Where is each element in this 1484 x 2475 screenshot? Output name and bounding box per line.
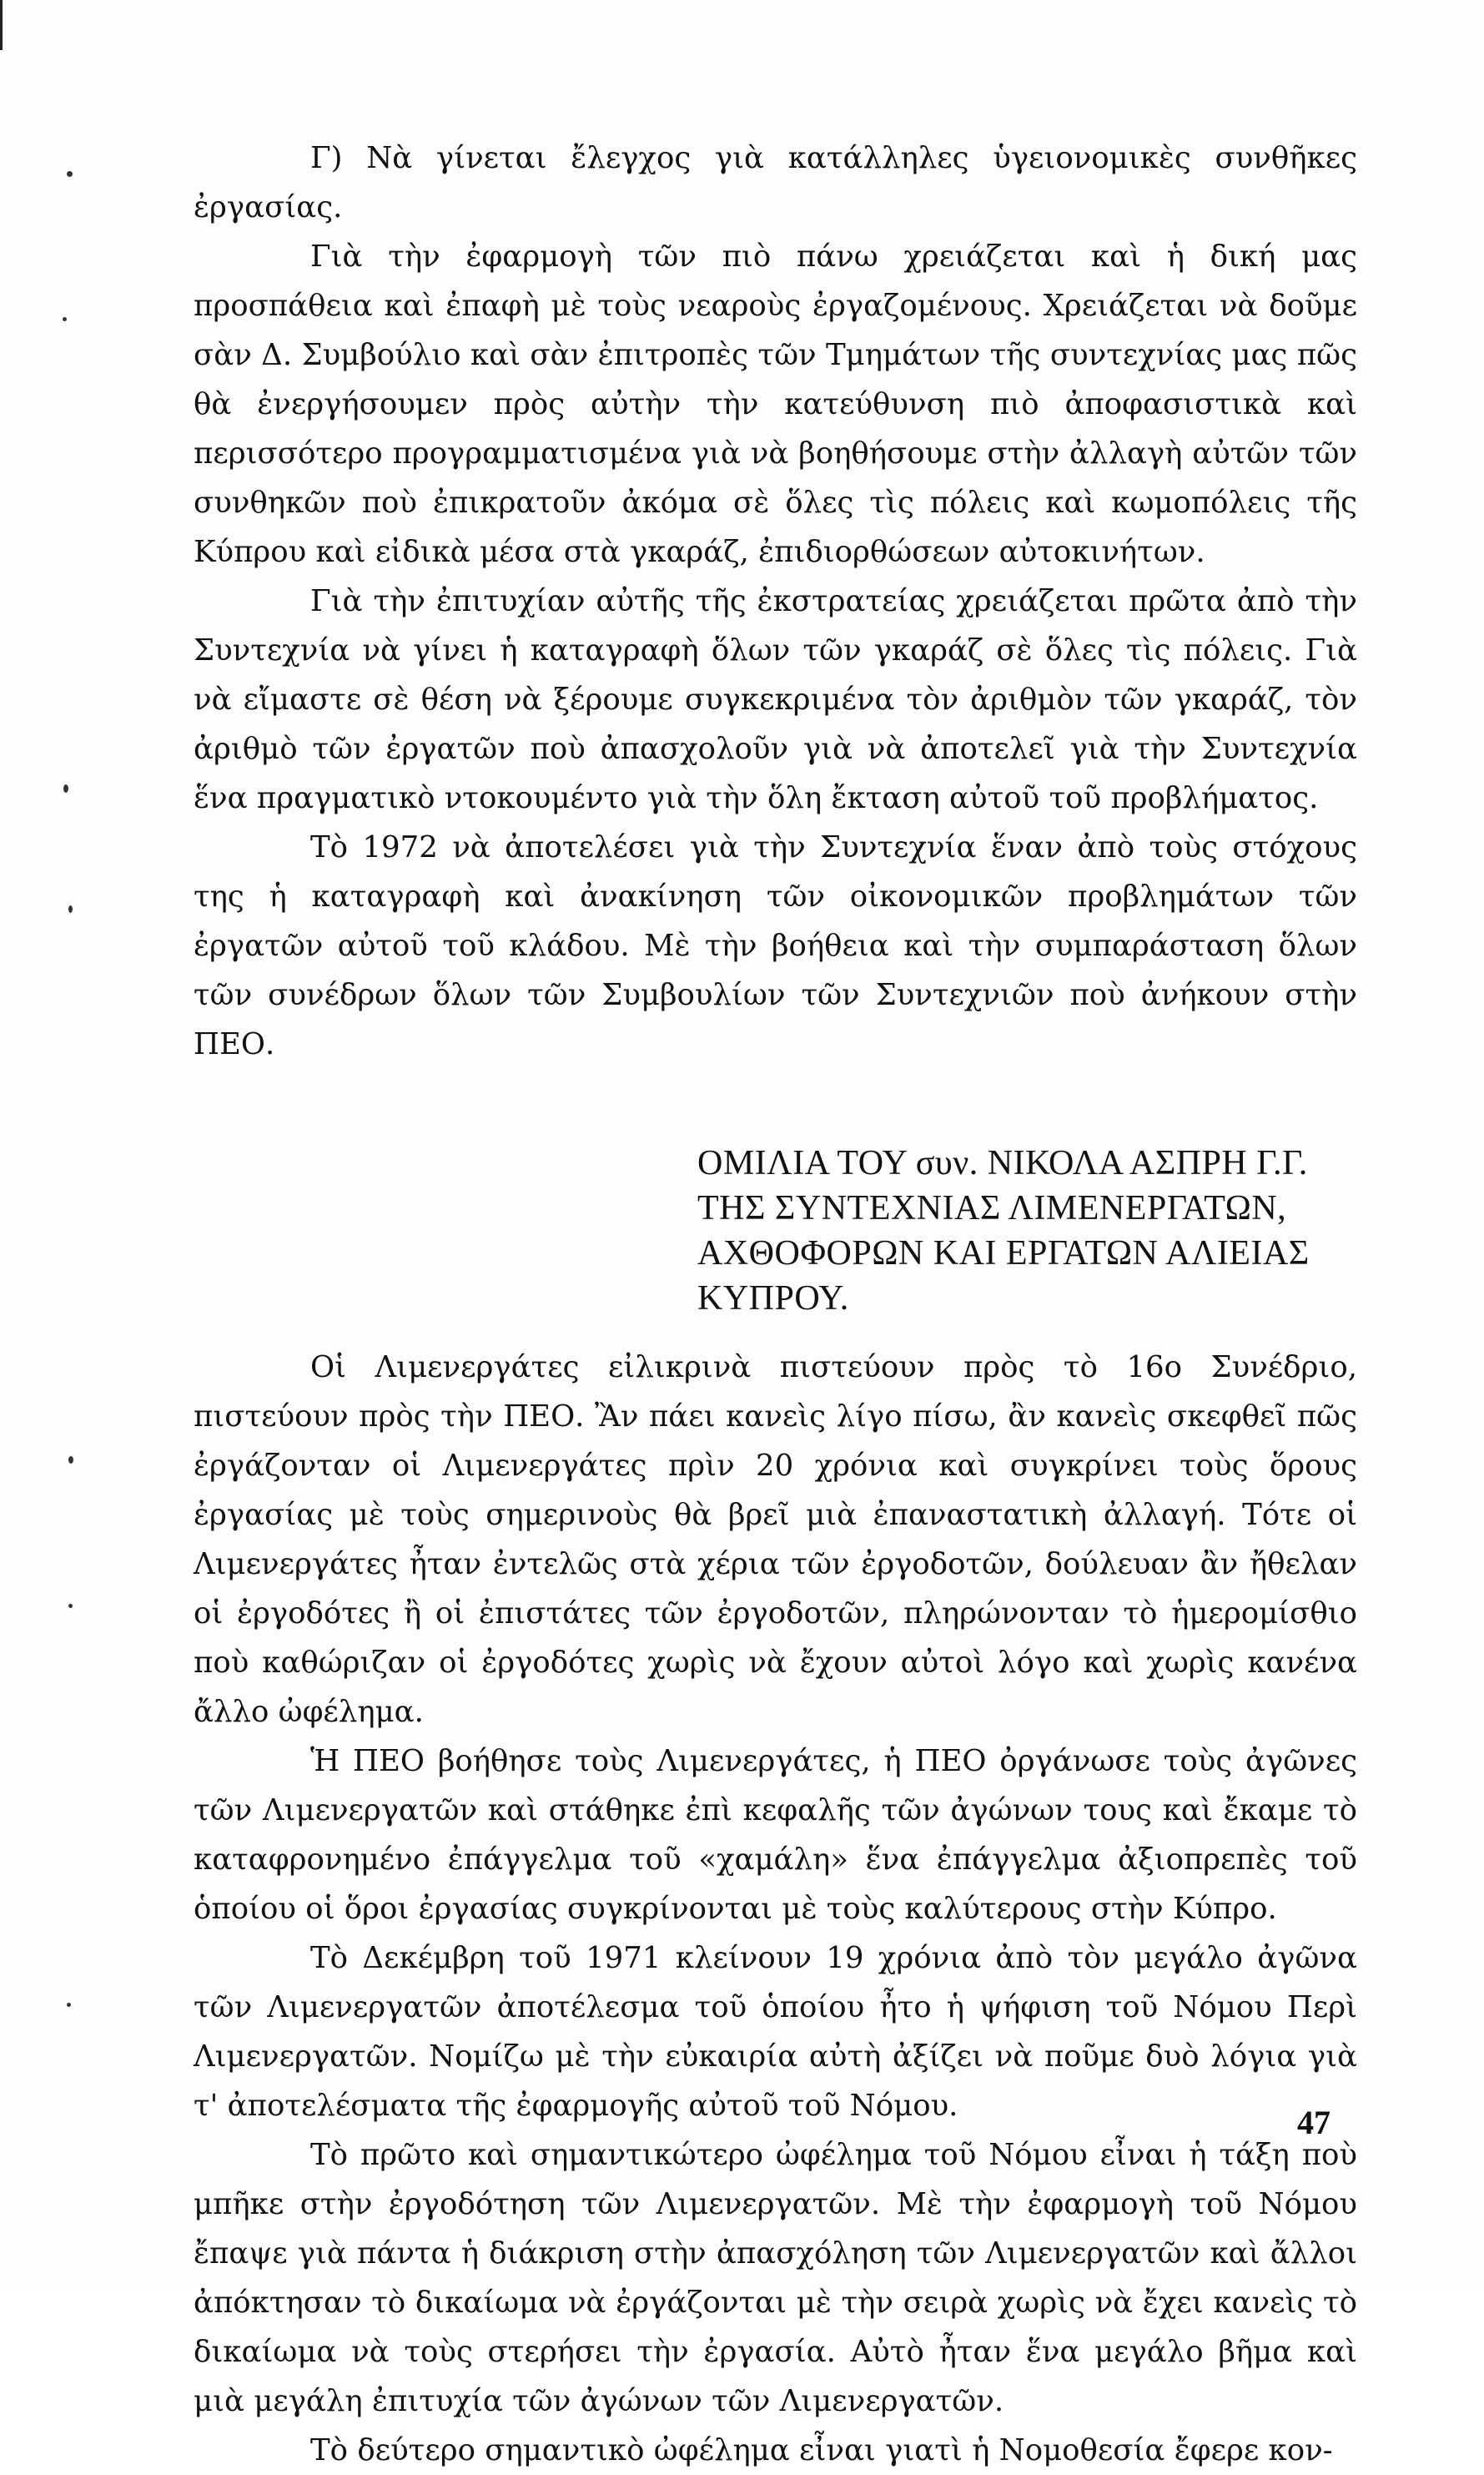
speech-heading: ΟΜΙΛΙΑ ΤΟΥ συν. ΝΙΚΟΛΑ ΑΣΠΡΗ Γ.Γ. ΤΗΣ ΣΥΝΤΕΧΝΙΑΣ ΛΙΜΕΝΕΡΓΑΤΩΝ, ΑΧΘΟΦΟΡΩΝ ΚΑΙ ΕΡΓΑΤΩΝ ΑΛΙΕΙΑΣ ΚΥΠΡΟΥ. (697, 1144, 1310, 1318)
paragraph: Τὸ δεύτερο σημαντικὸ ὠφέλημα εἶναι γιατὶ ἡ Νομοθεσία ἔφερε κον- (310, 2433, 1333, 2467)
paragraph: Τὸ 1972 νὰ ἀποτελέσει γιὰ τὴν Συντεχνία ἕναν ἀπὸ τοὺς στόχους της ἡ καταγραφὴ καὶ ἀνακίνηση τῶν οἰκονομικῶν προβλημάτων τῶν ἐργατῶν αὐτοῦ τοῦ κλάδου. Μὲ τὴν βοήθεια καὶ τὴν συμπαράσταση ὅλων τῶν συνέδρων ὅλων τῶν Συμβουλίων τῶν Συντεχνιῶν ποὺ ἀνήκουν στὴν ΠΕΟ. (194, 830, 1357, 1061)
document-body (194, 134, 1357, 2475)
scan-edge-mark (0, 0, 3, 50)
page-number: 47 (1297, 2104, 1331, 2141)
paragraph: Οἱ Λιμενεργάτες εἰλικρινὰ πιστεύουν πρὸς τὸ 16ο Συνέδριο, πιστεύουν πρὸς τὴν ΠΕΟ. Ἂν πάει κανεὶς λίγο πίσω, ἂν κανεὶς σκεφθεῖ πῶς ἐργάζονταν οἱ Λιμενεργάτες πρὶν 20 χρόνια καὶ συγκρίνει τοὺς ὅρους ἐργασίας μὲ τοὺς σημερινοὺς θὰ βρεῖ μιὰ ἐπαναστατικὴ ἀλλαγή. Τότε οἱ Λιμενεργάτες ἦταν ἐντελῶς στὰ χέρια τῶν ἐργοδοτῶν, δούλευαν ἂν ἤθελαν οἱ ἐργοδότες ἢ οἱ ἐπιστάτες τῶν ἐργοδοτῶν, πληρώνονταν τὸ ἡμερομίσθιο ποὺ καθώριζαν οἱ ἐργοδότες χωρὶς νὰ ἔχουν αὐτοὶ λόγο καὶ χωρὶς κανένα ἄλλο ὠφέλημα. (194, 1350, 1357, 1729)
scan-speck (68, 1604, 73, 1608)
scan-speck (67, 171, 73, 177)
scan-speck (63, 317, 67, 321)
paragraph: Τὸ πρῶτο καὶ σημαντικώτερο ὠφέλημα τοῦ Νόμου εἶναι ἡ τάξη ποὺ μπῆκε στὴν ἐργοδότηση τῶν Λιμενεργατῶν. Μὲ τὴν ἐφαρμογὴ τοῦ Νόμου ἔπαψε γιὰ πάντα ἡ διάκριση στὴν ἀπασχόληση τῶν Λιμενεργατῶν καὶ ἄλλοι ἀπόκτησαν τὸ δικαίωμα νὰ ἐργάζονται μὲ τὴν σειρὰ χωρὶς νὰ ἔχει κανεὶς τὸ δικαίωμα νὰ τοὺς στερήσει τὴν ἐργασία. Αὐτὸ ἦταν ἕνα μεγάλο βῆμα καὶ μιὰ μεγάλη ἐπιτυχία τῶν ἀγώνων τῶν Λιμενεργατῶν. (194, 2138, 1357, 2418)
paragraph: Γ) Νὰ γίνεται ἔλεγχος γιὰ κατάλληλες ὑγειονομικὲς συνθῆκες ἐργασίας. (194, 141, 1357, 224)
scan-speck (68, 905, 73, 913)
scan-speck (68, 1456, 73, 1464)
paragraph: Γιὰ τὴν ἐπιτυχίαν αὐτῆς τῆς ἐκστρατείας χρειάζεται πρῶτα ἀπὸ τὴν Συντεχνία νὰ γίνει ἡ καταγραφὴ ὅλων τῶν γκαράζ σὲ ὅλες τὶς πόλεις. Γιὰ νὰ εἴμαστε σὲ θέση νὰ ξέρουμε συγκεκριμένα τὸν ἀριθμὸν τῶν γκαράζ, τὸν ἀριθμὸ τῶν ἐργατῶν ποὺ ἀπασχολοῦν γιὰ νὰ ἀποτελεῖ γιὰ τὴν Συντεχνία ἕνα πραγματικὸ ντοκουμέντο γιὰ τὴν ὅλη ἔκταση αὐτοῦ τοῦ προβλήματος. (194, 584, 1357, 815)
scan-speck (67, 2003, 71, 2007)
scan-speck (63, 784, 68, 793)
paragraph: Γιὰ τὴν ἐφαρμογὴ τῶν πιὸ πάνω χρειάζεται καὶ ἡ δική μας προσπάθεια καὶ ἐπαφὴ μὲ τοὺς νεαροὺς ἐργαζομένους. Χρειάζεται νὰ δοῦμε σὰν Δ. Συμβούλιο καὶ σὰν ἐπιτροπὲς τῶν Τμημάτων τῆς συντεχνίας μας πῶς θὰ ἐνεργήσουμεν πρὸς αὐτὴν τὴν κατεύθυνση πιὸ ἀποφασιστικὰ καὶ περισσότερο προγραμματισμένα γιὰ νὰ βοηθήσουμε στὴν ἀλλαγὴ αὐτῶν τῶν συνθηκῶν ποὺ ἐπικρατοῦν ἀκόμα σὲ ὅλες τὶς πόλεις καὶ κωμοπόλεις τῆς Κύπρου καὶ εἰδικὰ μέσα στὰ γκαράζ, ἐπιδιορθώσεων αὐτοκινήτων. (194, 239, 1357, 569)
paragraph: Τὸ Δεκέμβρη τοῦ 1971 κλείνουν 19 χρόνια ἀπὸ τὸν μεγάλο ἀγῶνα τῶν Λιμενεργατῶν ἀποτέλεσμα τοῦ ὁποίου ἦτο ἡ ψήφιση τοῦ Νόμου Περὶ Λιμενεργατῶν. Νομίζω μὲ τὴν εὐκαιρία αὐτὴ ἀξίζει νὰ ποῦμε δυὸ λόγια γιὰ τ' ἀποτελέσματα τῆς ἐφαρμογῆς αὐτοῦ τοῦ Νόμου. (194, 1941, 1357, 2123)
paragraph: Ἡ ΠΕΟ βοήθησε τοὺς Λιμενεργάτες, ἡ ΠΕΟ ὀργάνωσε τοὺς ἀγῶνες τῶν Λιμενεργατῶν καὶ στάθηκε ἐπὶ κεφαλῆς τῶν ἀγώνων τους καὶ ἔκαμε τὸ καταφρονημένο ἐπάγγελμα τοῦ «χαμάλη» ἕνα ἐπάγγελμα ἀξιοπρεπὲς τοῦ ὁποίου οἱ ὅροι ἐργασίας συγκρίνονται μὲ τοὺς καλύτερους στὴν Κύπρο. (194, 1744, 1357, 1926)
